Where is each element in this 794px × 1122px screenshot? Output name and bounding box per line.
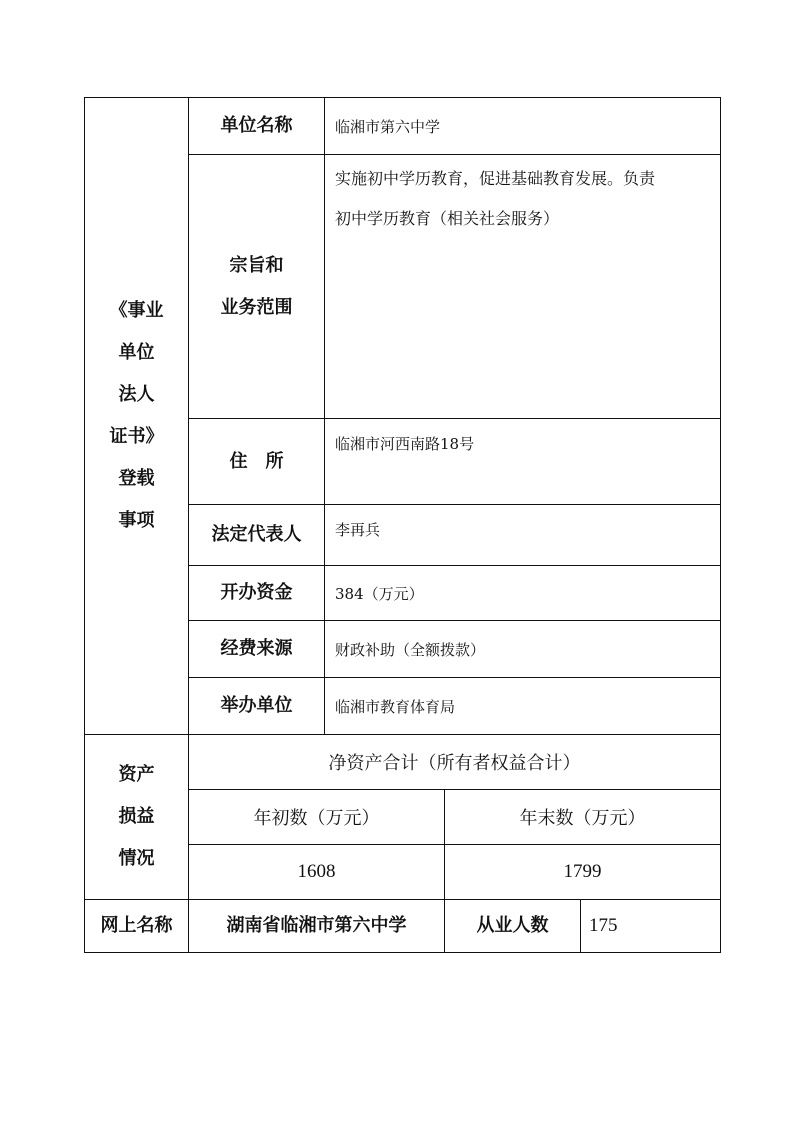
registry-label-line: 登载 [118,468,155,489]
funding-label: 经费来源 [189,621,325,678]
registry-label-line: 事项 [118,510,155,531]
start-of-year-value: 1608 [189,845,445,900]
sponsor-value: 临湘市教育体育局 [325,678,721,735]
unit-name-label: 单位名称 [189,98,325,155]
registry-label-line: 证书》 [109,426,164,447]
address-label: 住 所 [189,419,325,505]
staff-count-label: 从业人数 [445,900,581,953]
unit-name-value: 临湘市第六中学 [325,98,721,155]
purpose-label-line: 业务范围 [220,296,293,318]
purpose-line: 初中学历教育（相关社会服务） [335,209,560,228]
legal-rep-value: 李再兵 [325,505,721,566]
capital-value: 384（万元） [325,566,721,621]
start-of-year-label: 年初数（万元） [189,790,445,845]
assets-section-label [85,735,189,900]
address-value: 临湘市河西南路18号 [325,419,721,505]
registry-label-line: 《事业 [109,300,164,321]
online-name-value: 湖南省临湘市第六中学 [189,900,445,953]
purpose-label-line: 宗旨和 [229,254,284,276]
purpose-line: 实施初中学历教育，促进基础教育发展。负责 [335,169,656,188]
end-of-year-value: 1799 [445,845,721,900]
registry-label-line: 单位 [118,342,155,363]
registration-form [84,97,720,952]
assets-label-line: 资产 [118,764,155,785]
registry-label-line: 法人 [118,384,155,405]
capital-label: 开办资金 [189,566,325,621]
assets-label-line: 情况 [118,848,155,869]
funding-value: 财政补助（全额拨款） [325,621,721,678]
registration-table [84,97,721,953]
purpose-label [189,155,325,419]
purpose-value [325,155,721,419]
assets-label-line: 损益 [118,806,155,827]
staff-count-value: 175 [581,900,721,953]
net-assets-header: 净资产合计（所有者权益合计） [189,735,721,790]
legal-rep-label: 法定代表人 [189,505,325,566]
end-of-year-label: 年末数（万元） [445,790,721,845]
online-name-label: 网上名称 [85,900,189,953]
sponsor-label: 举办单位 [189,678,325,735]
registry-section-label [85,98,189,735]
